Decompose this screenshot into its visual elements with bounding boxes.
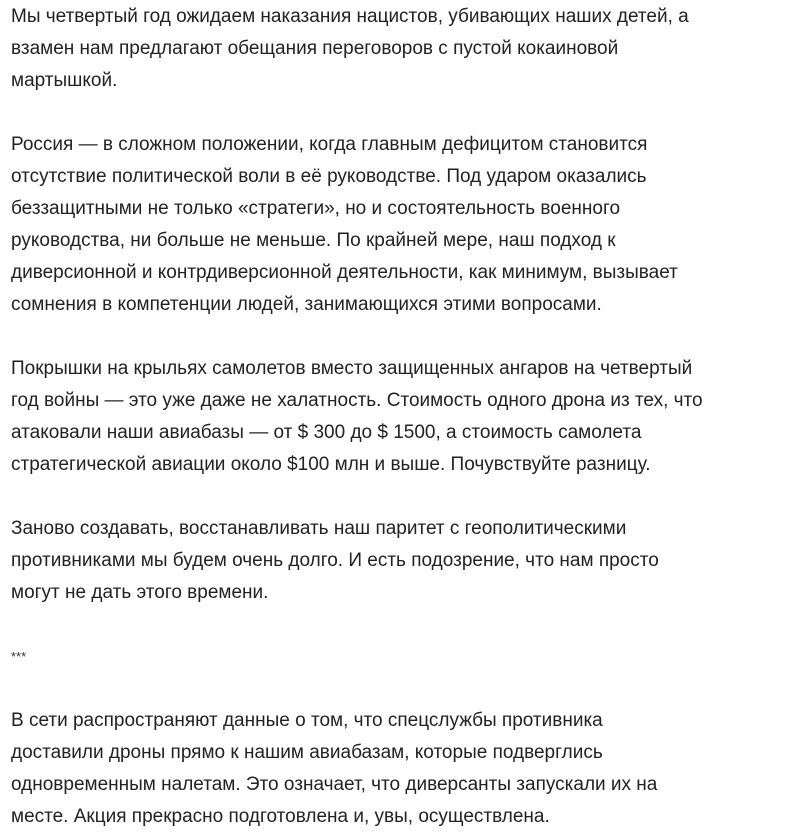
paragraph-line: отсутствие политической воли в её руководстве. Под ударом оказались bbox=[11, 166, 647, 187]
paragraph-line: беззащитными не только «стратеги», но и состоятельность военного bbox=[11, 198, 621, 219]
paragraph-line: Покрышки на крыльях самолетов вместо защищенных ангаров на четвертый bbox=[11, 358, 693, 379]
paragraph-line: Мы четвертый год ожидаем наказания нацистов, убивающих наших детей, а bbox=[11, 6, 689, 27]
paragraph-line: противниками мы будем очень долго. И есть подозрение, что нам просто bbox=[11, 550, 659, 571]
paragraph-line: Россия — в сложном положении, когда главным дефицитом становится bbox=[11, 134, 648, 155]
article-paragraph-2 bbox=[11, 129, 786, 321]
paragraph-line: доставили дроны прямо к нашим авиабазам, которые подверглись bbox=[11, 742, 603, 763]
paragraph-line: месте. Акция прекрасно подготовлена и, увы, осуществлена. bbox=[11, 806, 550, 827]
paragraph-line: диверсионной и контрдиверсионной деятельности, как минимум, вызывает bbox=[11, 262, 678, 283]
paragraph-line: руководства, ни больше не меньше. По крайней мере, наш подход к bbox=[11, 230, 616, 251]
paragraph-line: год войны — это уже даже не халатность. Стоимость одного дрона из тех, что bbox=[11, 390, 703, 411]
paragraph-line: В сети распространяют данные о том, что спецслужбы противника bbox=[11, 710, 603, 731]
paragraph-line: мартышкой. bbox=[11, 70, 118, 91]
article-paragraph-5 bbox=[11, 705, 786, 833]
paragraph-line: атаковали наши авиабазы — от $ 300 до $ 1500, а стоимость самолета bbox=[11, 422, 642, 443]
paragraph-line: Заново создавать, восстанавливать наш паритет с геополитическими bbox=[11, 518, 627, 539]
paragraph-line: взамен нам предлагают обещания переговоров с пустой кокаиновой bbox=[11, 38, 619, 59]
paragraph-line: одновременным налетам. Это означает, что диверсанты запускали их на bbox=[11, 774, 658, 795]
section-separator: *** bbox=[11, 649, 27, 664]
article-paragraph-1 bbox=[11, 0, 786, 97]
paragraph-line: сомнения в компетенции людей, занимающихся этими вопросами. bbox=[11, 294, 602, 315]
article-paragraph-4 bbox=[11, 513, 786, 609]
paragraph-line: могут не дать этого времени. bbox=[11, 582, 269, 603]
article-paragraph-3 bbox=[11, 353, 786, 481]
paragraph-line: стратегической авиации около $100 млн и выше. Почувствуйте разницу. bbox=[11, 454, 651, 475]
